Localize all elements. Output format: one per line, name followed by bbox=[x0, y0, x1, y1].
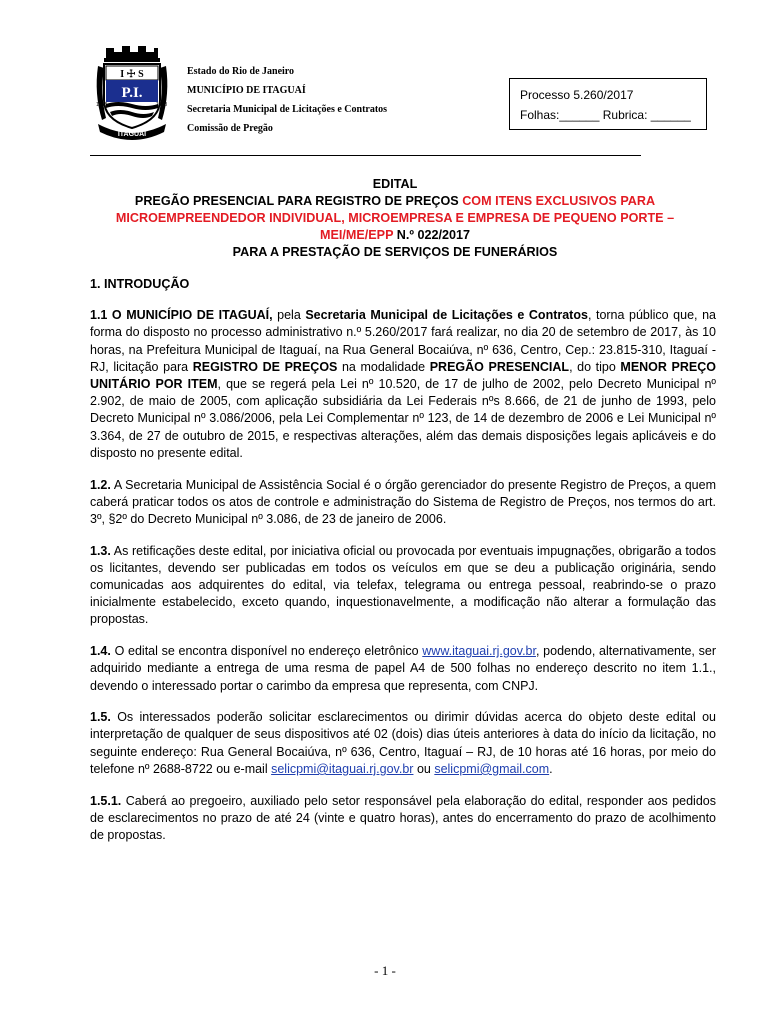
p3-number: 1.3. bbox=[90, 543, 111, 558]
p5-text-2: ou bbox=[413, 761, 435, 776]
p1-text-1: pela bbox=[272, 308, 306, 323]
header-secretariat: Secretaria Municipal de Licitações e Contratos bbox=[187, 104, 388, 115]
section-heading: 1. INTRODUÇÃO bbox=[90, 277, 190, 291]
p1-text-2: , torna público que, na forma do disposto no processo administrativo n.º 5.260/2017 fará realizar, no dia 20 de setembro de 2017, às 10 horas, na Prefeitura Municipal de Itaguaí, na Rua General Bocaiúva, nº 636, Centro, Cep.: 23.815-310, Itaguaí - RJ, licitação para bbox=[90, 308, 716, 374]
p5-text-1: Os interessados poderão solicitar esclarecimentos ou dirimir dúvidas acerca do objeto deste edital ou interpretação de qualquer de seus dispositivos até 02 (dois) dias úteis anteriores à data do início da licitação, no seguinte endereço: Rua General Bocaiúva, nº 636, Centro, Itaguaí – RJ, de 10 horas até 16 horas, por meio do telefone nº 2688-8722 ou e-mail bbox=[90, 710, 716, 776]
header-municipality: MUNICÍPIO DE ITAGUAÍ bbox=[187, 85, 306, 96]
p1-bold-2: Secretaria Municipal de Licitações e Contratos bbox=[305, 308, 588, 323]
page-number: - 1 - bbox=[374, 963, 396, 978]
p3-text: As retificações deste edital, por iniciativa oficial ou provocada por eventuais impugnações, obrigarão a todos os licitantes, devendo ser publicadas em todos os veículos em que se deu a publicação originária, sendo comunicadas aos adquirentes do edital, via telefax, telegrama ou entrega pessoal, reabrindo-se o prazo inicialmente estabelecido, exceto quando, inquestionavelmente, a modificação não alterar a formulação das propostas. bbox=[90, 543, 716, 627]
header-divider bbox=[90, 155, 641, 156]
p6-number: 1.5.1. bbox=[90, 793, 122, 808]
coat-of-arms-logo bbox=[92, 44, 172, 140]
svg-text:1818: 1818 bbox=[156, 102, 168, 108]
title-line-4 bbox=[60, 227, 730, 244]
header-commission: Comissão de Pregão bbox=[187, 123, 273, 134]
p2-text: A Secretaria Municipal de Assistência Social é o órgão gerenciador do presente Registro de Preços, a quem caberá praticar todos os atos de controle e administração do Sistema de Registro de Preços, nos termos do art. 3º, §2º do Decreto Municipal nº 3.086, de 23 de janeiro de 2006. bbox=[90, 477, 716, 526]
paragraph-1-2 bbox=[90, 477, 716, 529]
folhas-rubrica: Folhas:______ Rubrica: ______ bbox=[520, 108, 691, 122]
p4-text-1: O edital se encontra disponível no endereço eletrônico bbox=[110, 644, 423, 659]
paragraph-1-4 bbox=[90, 643, 716, 695]
p1-text-4: , do tipo bbox=[569, 359, 621, 374]
p6-text: Caberá ao pregoeiro, auxiliado pelo setor responsável pela elaboração do edital, responder aos pedidos de esclarecimentos no prazo de até 24 (vinte e quatro horas), antes do encerramento do prazo de acolhimento de propostas. bbox=[90, 793, 716, 842]
title-modality: PREGÃO PRESENCIAL PARA REGISTRO DE PREÇOS bbox=[134, 194, 463, 208]
svg-text:ITAGUAÍ: ITAGUAÍ bbox=[117, 131, 147, 138]
svg-text:1818: 1818 bbox=[96, 102, 108, 108]
title-object: PARA A PRESTAÇÃO DE SERVIÇOS DE FUNERÁRIOS bbox=[232, 245, 558, 259]
p1-bold-3: REGISTRO DE PREÇOS bbox=[192, 359, 338, 374]
p1-bold-5: MENOR PREÇO UNITÁRIO POR ITEM bbox=[90, 359, 716, 392]
p1-bold-4: PREGÃO PRESENCIAL bbox=[429, 359, 570, 374]
document-body bbox=[90, 276, 716, 859]
p5-text-3: . bbox=[549, 761, 553, 776]
title-line-2 bbox=[60, 193, 730, 210]
p4-number: 1.4. bbox=[90, 644, 111, 659]
title-line-3: MICROEMPREENDEDOR INDIVIDUAL, MICROEMPRESA E EMPRESA DE PEQUENO PORTE – bbox=[115, 211, 675, 225]
paragraph-1-5-1 bbox=[90, 793, 716, 845]
svg-text:I ☩ S: I ☩ S bbox=[120, 69, 144, 80]
p1-text-3: na modalidade bbox=[337, 359, 430, 374]
paragraph-1-5 bbox=[90, 709, 716, 778]
p1-bold-1: 1.1 O MUNICÍPIO DE ITAGUAÍ, bbox=[90, 308, 273, 323]
process-box bbox=[509, 78, 707, 130]
edital-title bbox=[60, 176, 730, 261]
svg-text:P.I.: P.I. bbox=[121, 85, 143, 101]
email-link-selicpmi-gmail[interactable]: selicpmi@gmail.com bbox=[434, 761, 550, 776]
header-state: Estado do Rio de Janeiro bbox=[187, 66, 295, 77]
title-edital: EDITAL bbox=[372, 177, 418, 191]
email-link-selicpmi-itaguai[interactable]: selicpmi@itaguai.rj.gov.br bbox=[271, 761, 414, 776]
paragraph-1-1 bbox=[90, 307, 716, 462]
title-number: N.º 022/2017 bbox=[393, 228, 470, 242]
p4-text-2: , podendo, alternativamente, ser adquirido mediante a entrega de uma resma de papel A4 de 500 folhas no endereço descrito no item 1.1., devendo o interessado portar o carimbo da empresa que representa, com CNPJ. bbox=[90, 644, 716, 693]
paragraph-1-3 bbox=[90, 543, 716, 629]
p1-text-5: , que se regerá pela Lei nº 10.520, de 17 de julho de 2002, pelo Decreto Municipal nº 2.902, de maio de 2005, com aplicação subsidiária da Lei Federais nºs 8.666, de 21 de junho de 1993, pelo Decreto Municipal nº 3.086/2006, pela Lei Complementar nº 123, de 14 de dezembro de 2006 e Lei Municipal nº 3.364, de 27 de outubro de 2015, e respectivas alterações, além das demais disposições legais aplicáveis e do disposto no presente edital. bbox=[90, 377, 716, 460]
p5-number: 1.5. bbox=[90, 710, 111, 725]
website-link[interactable]: www.itaguai.rj.gov.br bbox=[422, 644, 536, 659]
header-institution bbox=[187, 62, 387, 138]
title-exclusive: COM ITENS EXCLUSIVOS PARA bbox=[462, 194, 656, 208]
title-mei: MEI/ME/EPP bbox=[320, 228, 394, 242]
p2-number: 1.2. bbox=[90, 477, 111, 492]
process-number: Processo 5.260/2017 bbox=[520, 88, 634, 102]
